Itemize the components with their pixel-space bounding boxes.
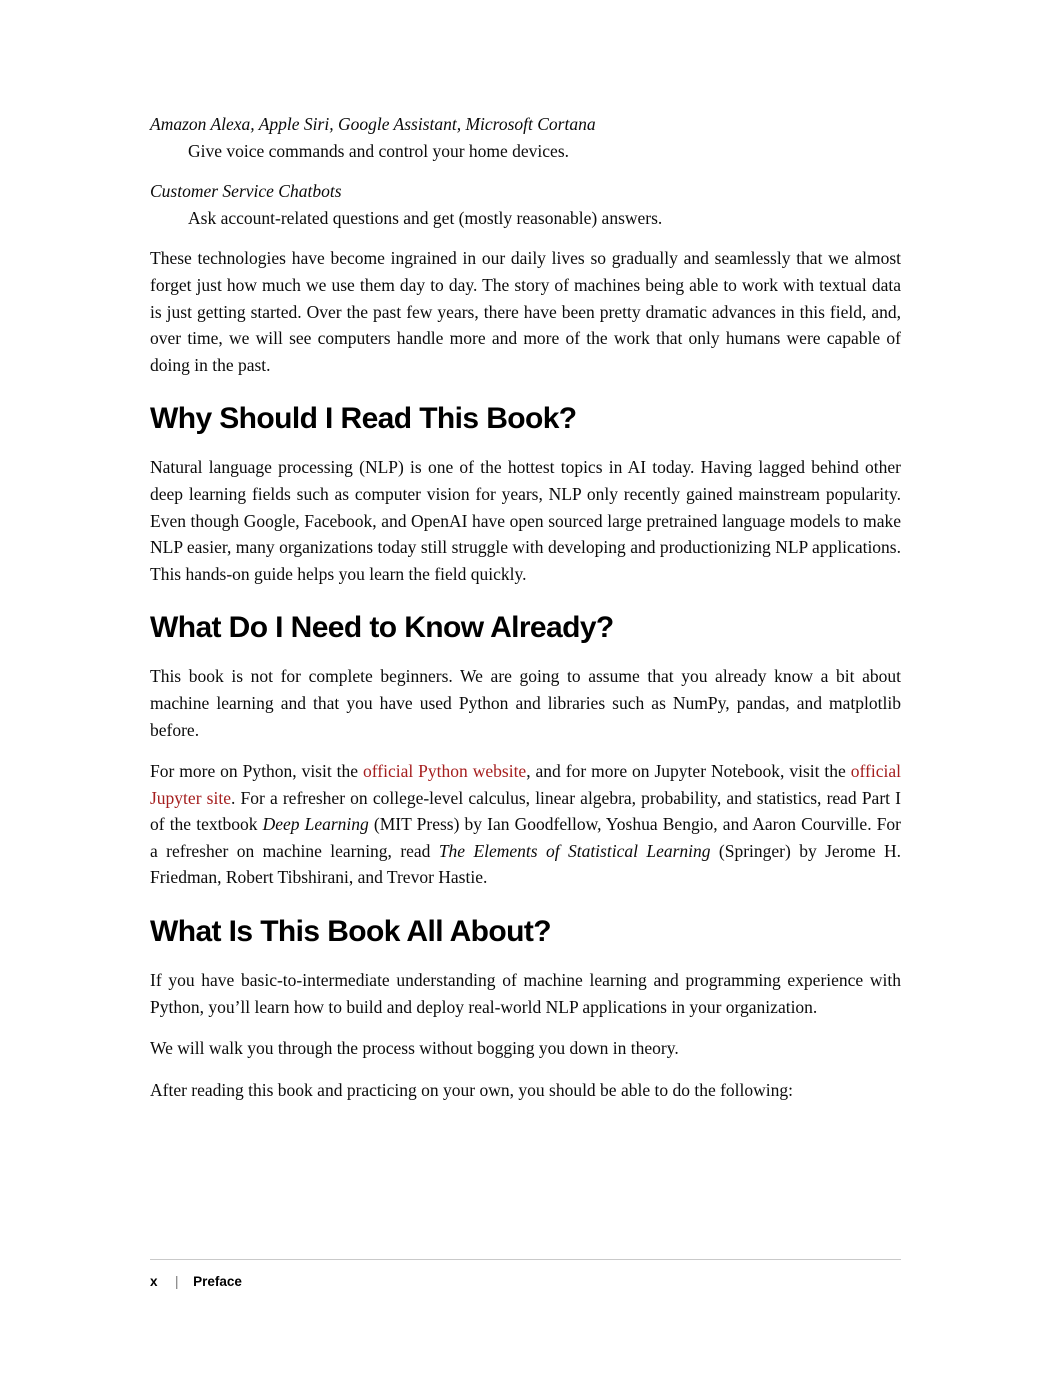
paragraph: This book is not for complete beginners. We are going to assume that you already know a bit about machine learning and that you have used Python and libraries such as NumPy, pandas, and matplotlib before.: [150, 666, 901, 740]
definition-list: [150, 111, 901, 231]
paragraph: If you have basic-to-intermediate understanding of machine learning and programming experience with Python, you’ll learn how to build and deploy real-world NLP applications in your organization.: [150, 970, 901, 1017]
book-title: Deep Learning: [262, 814, 369, 835]
definition-description: Ask account-related questions and get (mostly reasonable) answers.: [188, 207, 663, 228]
definition-description: Give voice commands and control your home devices.: [188, 140, 570, 161]
paragraph: After reading this book and practicing on your own, you should be able to do the following:: [150, 1079, 793, 1100]
footer-page-number: x: [150, 1273, 158, 1289]
text-run: . For a refresher on college-level calculus, linear algebra, probability, and statistics, read Part I of the textbook: [150, 787, 901, 835]
section-heading: What Do I Need to Know Already?: [150, 611, 614, 645]
text-run: For more on Python, visit the: [150, 761, 364, 782]
section-heading: What Is This Book All About?: [150, 915, 551, 949]
paragraph: These technologies have become ingrained in our daily lives so gradually and seamlessly that we almost forget just how much we use them day to day. The story of machines being able to work with textual data is just getting started. Over the past few years, there have been pretty dramatic advances in this field, and, over time, we will see computers handle more and more of the work that only humans were capable of doing in the past.: [150, 248, 901, 375]
definition-entry: [150, 111, 901, 164]
text-run: (MIT Press) by Ian Goodfellow, Yoshua Bengio, and Aaron Courville. For a refresher on machine learning, read: [150, 814, 901, 861]
section-heading: Why Should I Read This Book?: [150, 402, 577, 436]
footer-section-label: Preface: [193, 1273, 242, 1289]
definition-entry: [150, 178, 901, 231]
text-run: (Springer) by Jerome H. Friedman, Robert Tibshirani, and Trevor Hastie.: [150, 840, 901, 888]
paragraph-with-links: [150, 758, 901, 891]
book-title: The Elements of Statistical Learning: [438, 840, 711, 861]
paragraph: Natural language processing (NLP) is one of the hottest topics in AI today. Having lagged behind other deep learning fields such as computer vision for years, NLP only recently gained mainstream popularity. Even though Google, Facebook, and OpenAI have open sourced large pretrained language models to make NLP easier, many organizations today still struggle with developing and productionizing NLP applications. This hands-on guide helps you learn the field quickly.: [150, 457, 901, 584]
inline-link[interactable]: official Jupyter site: [150, 761, 901, 808]
definition-term: Customer Service Chatbots: [150, 181, 342, 202]
text-run: , and for more on Jupyter Notebook, visit the: [526, 761, 851, 782]
definition-term: Amazon Alexa, Apple Siri, Google Assistant, Microsoft Cortana: [150, 114, 596, 134]
page-footer: [150, 1259, 901, 1289]
paragraph: We will walk you through the process without bogging you down in theory.: [150, 1038, 679, 1059]
footer-separator: |: [175, 1273, 178, 1289]
inline-link[interactable]: official Python website: [363, 761, 527, 782]
page-content: [150, 111, 901, 1118]
